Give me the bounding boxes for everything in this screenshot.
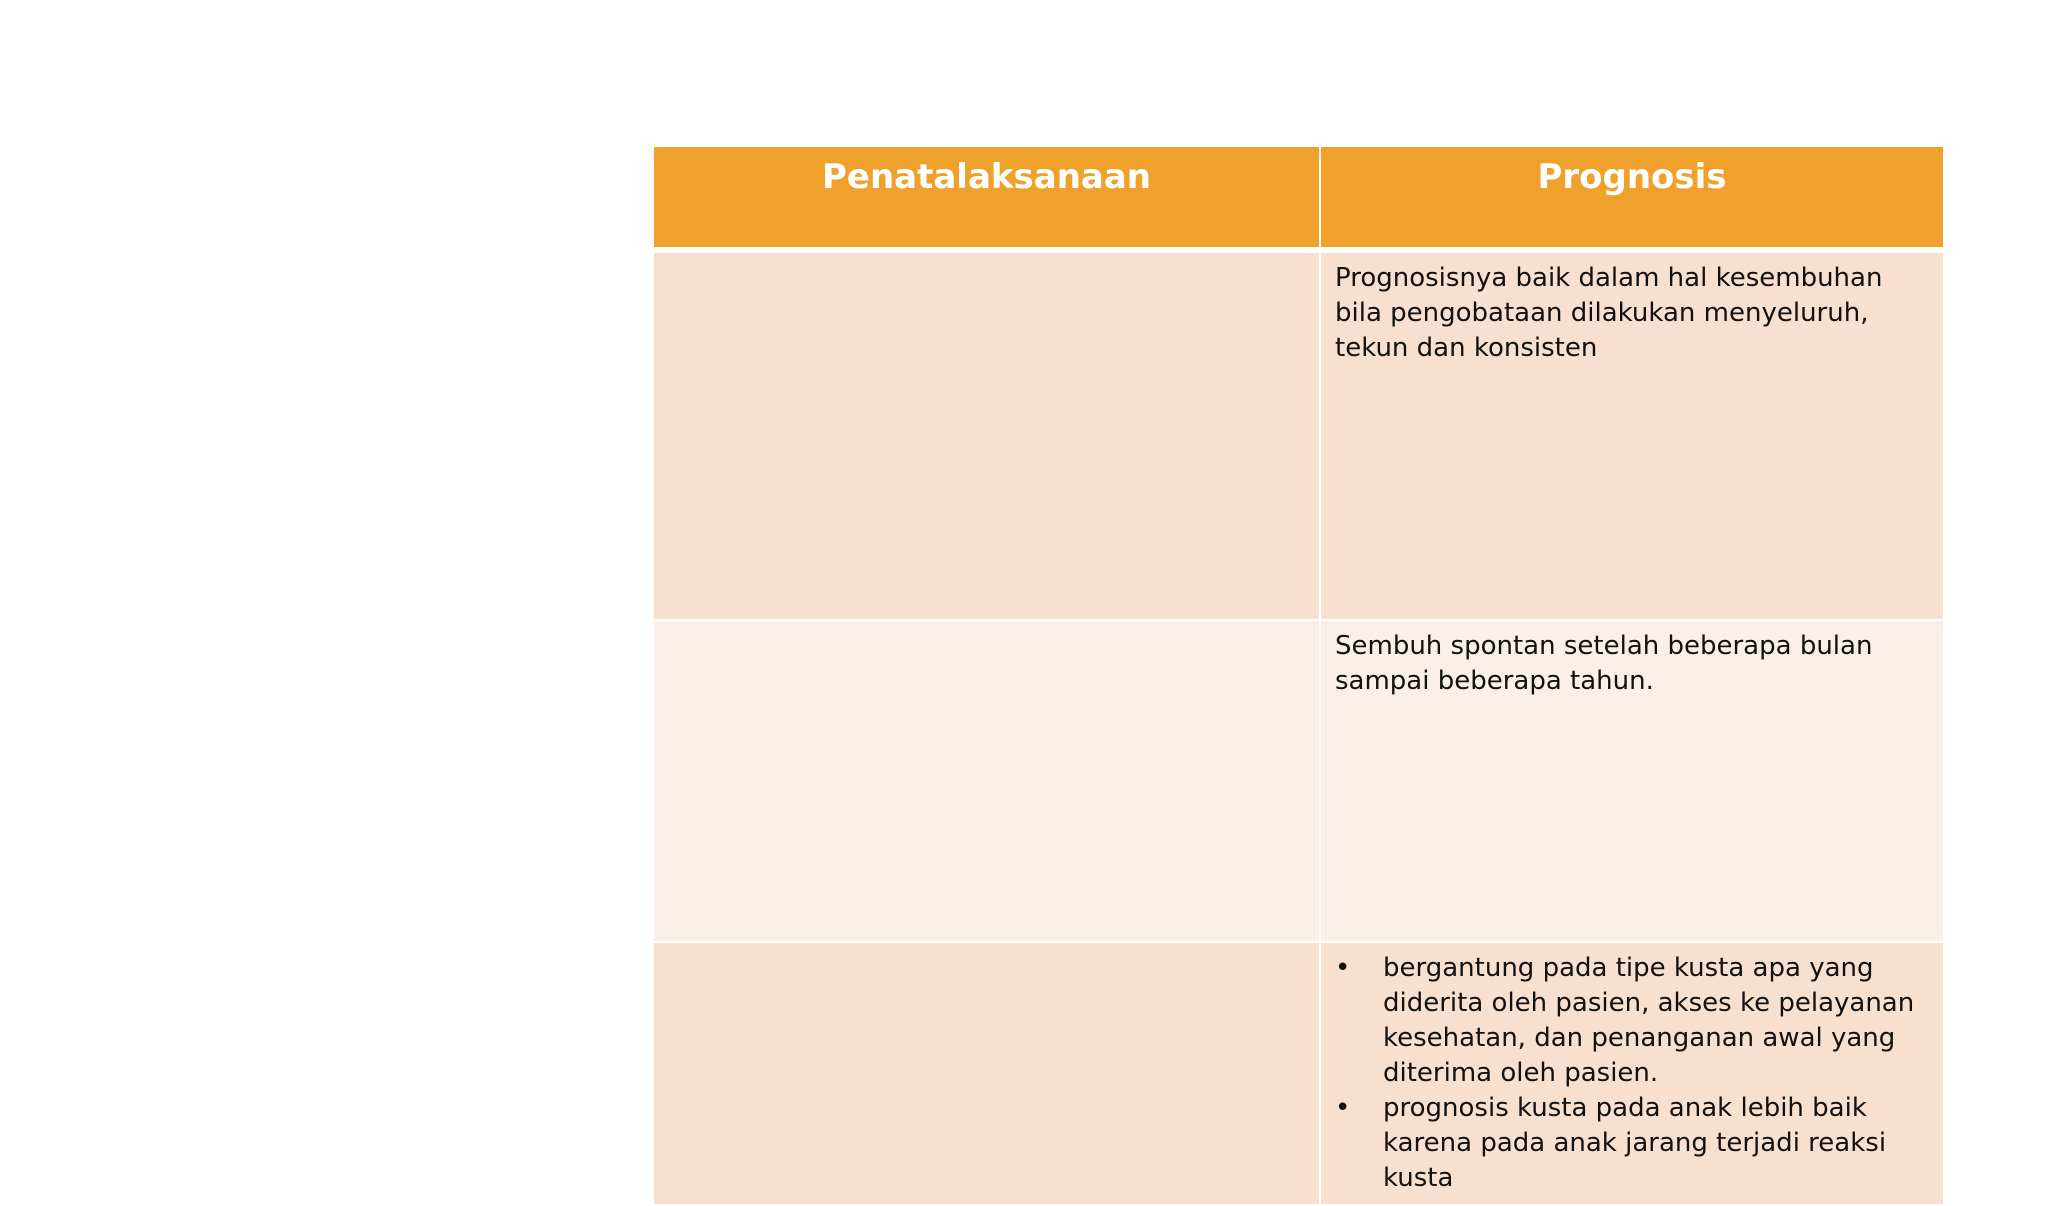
cell-penatalaksanaan — [653, 250, 1320, 620]
list-item — [1335, 951, 1929, 1091]
table-row — [653, 942, 1944, 1205]
cell-prognosis: Prognosisnya baik dalam hal kesembuhan bila pengobataan dilakukan menyeluruh, tekun dan konsisten — [1320, 250, 1944, 620]
cell-prognosis — [1320, 942, 1944, 1205]
cell-prognosis: Sembuh spontan setelah beberapa bulan sampai beberapa tahun. — [1320, 620, 1944, 942]
penatalaksanaan-prognosis-table — [652, 145, 1945, 1206]
bullet-text: prognosis kusta pada anak lebih baik karena pada anak jarang terjadi reaksi kusta — [1383, 1093, 1887, 1193]
cell-penatalaksanaan — [653, 620, 1320, 942]
table-row — [653, 620, 1944, 942]
cell-penatalaksanaan — [653, 942, 1320, 1205]
prognosis-bullet-list — [1335, 951, 1929, 1196]
header-penatalaksanaan: Penatalaksanaan — [653, 146, 1320, 250]
bullet-icon: • — [1335, 1093, 1351, 1123]
header-prognosis: Prognosis — [1320, 146, 1944, 250]
list-item — [1335, 1091, 1929, 1196]
table-row — [653, 250, 1944, 620]
bullet-icon: • — [1335, 953, 1351, 983]
bullet-text: bergantung pada tipe kusta apa yang diderita oleh pasien, akses ke pelayanan kesehatan, dan penanganan awal yang diterima oleh pasien. — [1383, 953, 1915, 1088]
table-header-row — [653, 146, 1944, 250]
